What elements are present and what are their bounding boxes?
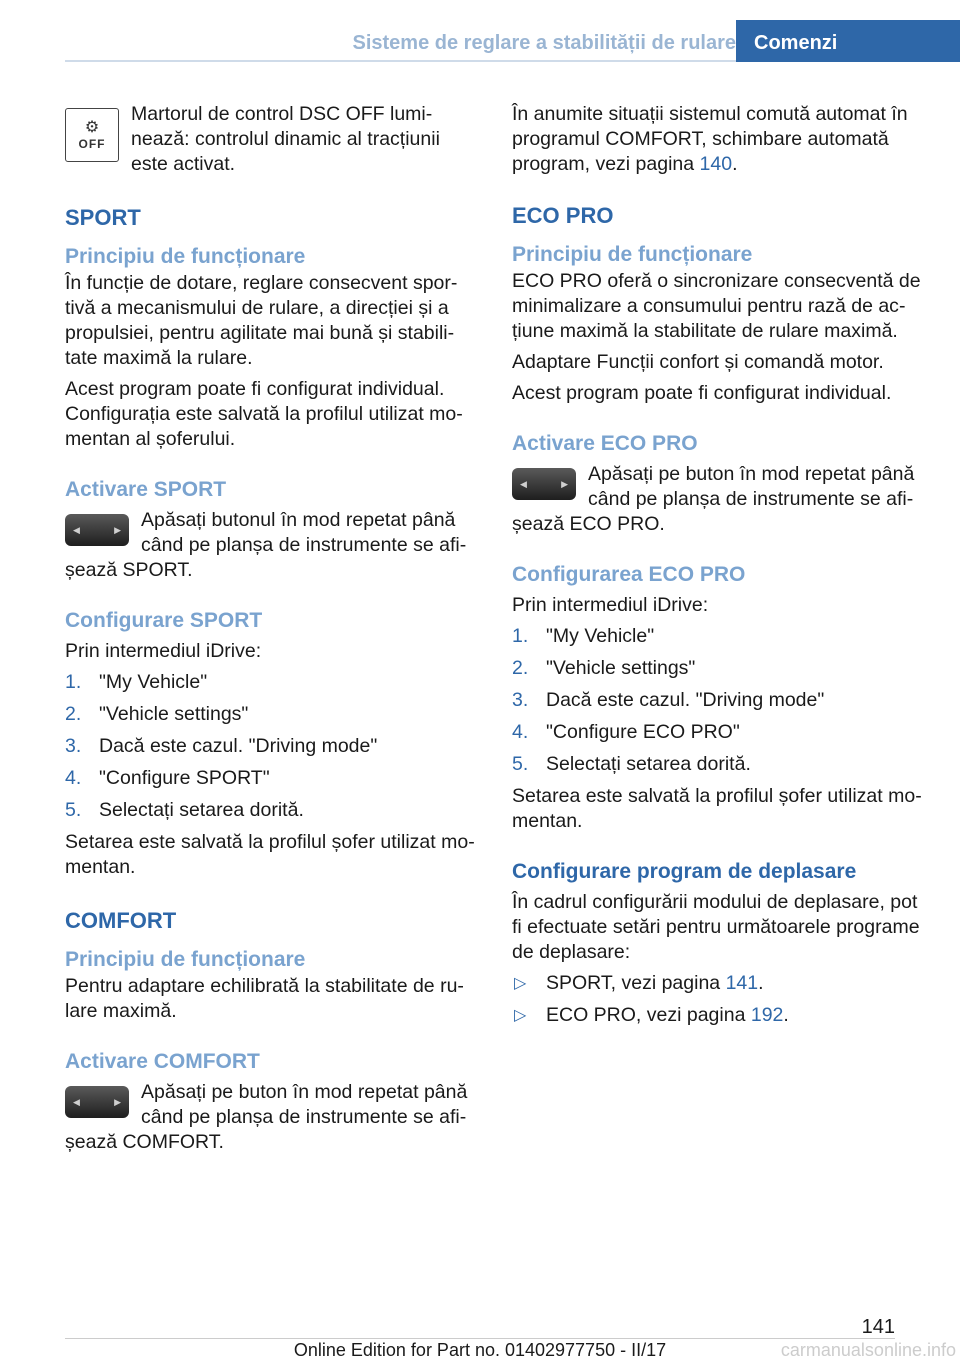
sport-heading: SPORT — [65, 205, 141, 230]
page-link-192[interactable]: 192 — [750, 1004, 784, 1026]
left-column — [65, 102, 480, 1161]
dsc-indicator-text: Martorul de control DSC OFF luminează: controlul dinamic al tracțiunii este activat. — [131, 103, 440, 175]
eco-saved-text: Setarea este salvată la profilul șofer utilizat momentan. — [512, 785, 922, 832]
sport-steps-list — [65, 670, 480, 823]
page-link-141[interactable]: 141 — [725, 972, 759, 994]
sport-config-heading: Configurare SPORT — [65, 609, 263, 632]
eco-principle-p3: Acest program poate fi configurat individual. — [512, 382, 892, 404]
list-item: 3. Dacă este cazul. "Driving mode" — [512, 689, 825, 711]
list-item: 1. "My Vehicle" — [65, 671, 208, 693]
list-item: 5. Selectați setarea dorită. — [512, 753, 751, 775]
right-column — [512, 102, 932, 1035]
eco-principle-p1: ECO PRO oferă o sincronizare consecventă de minimalizare a consumului pentru rază de acțiune maximă la stabilitate de rulare maximă. — [512, 270, 921, 342]
list-item: 5. Selectați setarea dorită. — [65, 799, 304, 821]
footer-edition: Online Edition for Part no. 01402977750 - II/17 — [293, 1340, 667, 1360]
sport-principle-p2: Acest program poate fi configurat individual. Configurația este salvată la profilul utilizat momentan al șoferului. — [65, 378, 463, 450]
comfort-heading: COMFORT — [65, 908, 177, 933]
footer-watermark: carmanualsonline.info — [780, 1340, 956, 1360]
dsc-off-icon: ⚙ OFF — [65, 108, 119, 162]
sport-principle-p1: În funcție de dotare, reglare consecvent sportivă a mecanismului de rulare, a direcției și a propulsiei, pentru agilitate mai bună și stabilitate maximă la rulare. — [65, 272, 458, 369]
dsc-indicator-block — [65, 102, 480, 177]
eco-activate-heading: Activare ECO PRO — [512, 432, 698, 455]
page-header — [0, 0, 960, 62]
program-config-intro: În cadrul configurării modului de deplasare, pot fi efectuate setări pentru următoarele programe de deplasare: — [512, 891, 920, 963]
list-item: ▷ ECO PRO, vezi pagina 192. — [514, 1004, 789, 1026]
header-chapter-tab: Comenzi — [736, 20, 960, 62]
header-rule — [65, 60, 736, 62]
list-item: 1. "My Vehicle" — [512, 625, 655, 647]
eco-config-heading: Configurarea ECO PRO — [512, 563, 746, 586]
sport-principle-heading: Principiu de funcționare — [65, 245, 306, 268]
list-item: 4. "Configure ECO PRO" — [512, 721, 740, 743]
comfort-principle-heading: Principiu de funcționare — [65, 948, 306, 971]
eco-steps-list — [512, 624, 932, 777]
comfort-activate-text: Apăsați pe buton în mod repetat până când pe planșa de instrumente se afișează COMFORT. — [65, 1081, 468, 1153]
page-number: 141 — [861, 1316, 895, 1338]
program-config-heading: Configurare program de deplasare — [512, 860, 857, 883]
sport-config-intro: Prin intermediul iDrive: — [65, 640, 262, 662]
header-section-title: Sisteme de reglare a stabilității de rulare — [352, 32, 736, 54]
comfort-auto-text: În anumite situații sistemul comută automat în programul COMFORT, schimbare automată program, vezi pagina 140. — [512, 103, 908, 175]
list-item: 2. "Vehicle settings" — [512, 657, 696, 679]
sport-activate-block — [65, 508, 480, 583]
eco-principle-heading: Principiu de funcționare — [512, 243, 753, 266]
triangle-bullet-icon: ▷ — [514, 1007, 527, 1024]
eco-activate-text: Apăsați pe buton în mod repetat până când pe planșa de instrumente se afișează ECO PRO. — [512, 463, 915, 535]
list-item: ▷ SPORT, vezi pagina 141. — [514, 972, 764, 994]
list-item: 3. Dacă este cazul. "Driving mode" — [65, 735, 378, 757]
program-bullets-list — [512, 971, 932, 1028]
sport-saved-text: Setarea este salvată la profilul șofer utilizat momentan. — [65, 831, 475, 878]
driving-mode-button-icon: ◀ ▶ — [65, 1086, 129, 1118]
eco-config-intro: Prin intermediul iDrive: — [512, 594, 709, 616]
triangle-bullet-icon: ▷ — [514, 975, 527, 992]
sport-activate-text: Apăsați butonul în mod repetat până când pe planșa de instrumente se afișează SPORT. — [65, 509, 467, 581]
comfort-activate-heading: Activare COMFORT — [65, 1050, 260, 1073]
driving-mode-button-icon: ◀ ▶ — [65, 514, 129, 546]
list-item: 2. "Vehicle settings" — [65, 703, 249, 725]
eco-principle-p2: Adaptare Funcții confort și comandă motor. — [512, 351, 884, 373]
comfort-principle-p1: Pentru adaptare echilibrată la stabilitate de rulare maximă. — [65, 975, 464, 1022]
driving-mode-button-icon: ◀ ▶ — [512, 468, 576, 500]
sport-activate-heading: Activare SPORT — [65, 478, 227, 501]
footer-rule — [65, 1338, 895, 1339]
comfort-activate-block — [65, 1080, 480, 1155]
eco-heading: ECO PRO — [512, 203, 614, 228]
eco-activate-block — [512, 462, 932, 537]
dsc-off-label: OFF — [78, 137, 106, 151]
page-link-140[interactable]: 140 — [699, 153, 733, 175]
list-item: 4. "Configure SPORT" — [65, 767, 270, 789]
